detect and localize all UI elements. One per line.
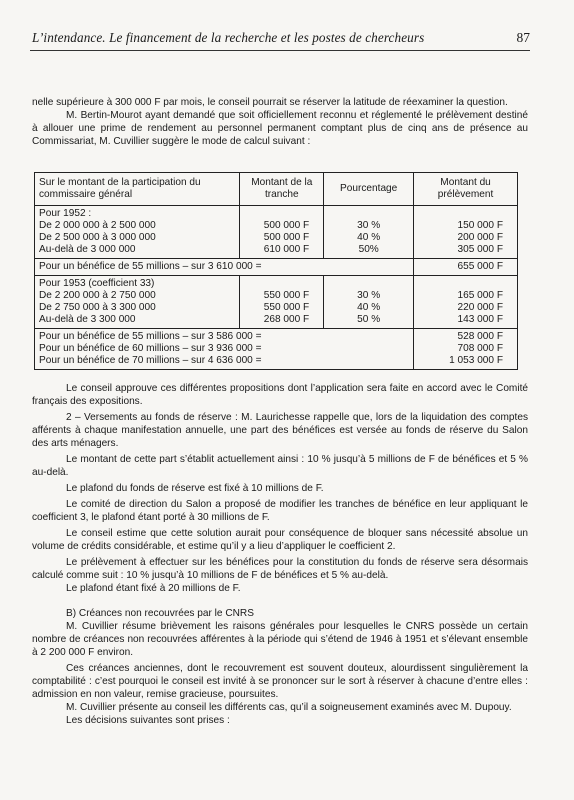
tranche-value: 500 000 F <box>263 232 310 243</box>
percent-value: 50 % <box>357 314 381 325</box>
table-cell <box>240 276 324 329</box>
percent-value: 30 % <box>357 290 381 301</box>
table-cell <box>240 206 324 259</box>
tranche-value: 268 000 F <box>263 314 310 325</box>
paragraph: Le montant de cette part s’établit actuellement ainsi : 10 % jusqu’à 5 millions de F de bénéfices et 5 % au-delà. <box>32 454 528 478</box>
paragraph: M. Bertin-Mourot ayant demandé que soit officiellement reconnu et réglementé le prélèvement destiné à allouer une prime de rendement au personnel permanent comptant plus de cinq ans de présence au Commissariat, M. Cuvillier suggère le mode de calcul suivant : <box>32 110 528 147</box>
total-label: Pour un bénéfice de 60 millions – sur 3 936 000 = <box>39 343 262 354</box>
paragraph: Ces créances anciennes, dont le recouvrement est souvent douteux, alourdissent singulièrement la comptabilité : c’est pourquoi le conseil est invité à se prononcer sur le sort à réserver à chacune d’entre elles : admission en non valeur, remise gracieuse, poursuites. <box>32 663 528 700</box>
row-label: Pour 1952 : <box>39 208 92 219</box>
running-title: L’intendance. Le financement de la recherche et les postes de chercheurs <box>32 30 425 45</box>
total-value: 528 000 F <box>457 331 503 342</box>
table-row <box>35 276 518 329</box>
paragraph: Le plafond du fonds de réserve est fixé à 10 millions de F. <box>66 483 324 494</box>
total-label: Pour un bénéfice de 55 millions – sur 3 586 000 = <box>39 331 262 342</box>
tranche-value: 610 000 F <box>263 244 310 255</box>
table-cell <box>35 276 240 329</box>
paragraph: nelle supérieure à 300 000 F par mois, le conseil pourrait se réserver la latitude de réexaminer la question. <box>32 97 508 108</box>
paragraph: Le comité de direction du Salon a proposé de modifier les tranches de bénéfice en leur appliquant le coefficient 3, le plafond étant porté à 30 millions de F. <box>32 499 528 523</box>
tranche-value: 550 000 F <box>263 302 310 313</box>
total-label: Pour un bénéfice de 70 millions – sur 4 636 000 = <box>39 355 262 366</box>
page-number: 87 <box>516 30 530 45</box>
calculation-table <box>34 172 518 370</box>
percent-value: 40 % <box>357 232 381 243</box>
table-header: Montant de la tranche <box>240 173 324 206</box>
table-cell <box>324 276 414 329</box>
percent-value: 30 % <box>357 220 381 231</box>
table-header: Pourcentage <box>324 173 414 206</box>
paragraph: Les décisions suivantes sont prises : <box>66 715 230 726</box>
prelevement-value: 220 000 F <box>457 302 503 313</box>
row-label: De 2 500 000 à 3 000 000 <box>39 232 156 243</box>
total-value: 1 053 000 F <box>449 355 503 366</box>
total-label: Pour un bénéfice de 55 millions – sur 3 610 000 = <box>35 259 414 276</box>
row-label: De 2 750 000 à 3 300 000 <box>39 302 156 313</box>
paragraph: 2 – Versements au fonds de réserve : M. Laurichesse rappelle que, lors de la liquidation des comptes afférents à chaque manifestation annuelle, une part des bénéfices est versée au fonds de réserve du Salon des arts ménagers. <box>32 412 528 449</box>
total-value: 655 000 F <box>414 259 518 276</box>
row-label: Pour 1953 (coefficient 33) <box>39 278 155 289</box>
total-value: 708 000 F <box>457 343 503 354</box>
table-cell <box>414 276 518 329</box>
table-cell <box>35 206 240 259</box>
tranche-value: 550 000 F <box>263 290 310 301</box>
prelevement-value: 200 000 F <box>457 232 503 243</box>
prelevement-value: 150 000 F <box>457 220 503 231</box>
section-heading: B) Créances non recouvrées par le CNRS <box>66 608 254 619</box>
paragraph: M. Cuvillier résume brièvement les raisons générales pour lesquelles le CNRS possède un certain nombre de créances non recouvrées afférentes à la période qui s’étend de 1946 à 1951 et s’élevant ensemble à 2 200 000 F environ. <box>32 621 528 658</box>
paragraph: Le prélèvement à effectuer sur les bénéfices pour la constitution du fonds de réserve sera désormais calculé comme suit : 10 % jusqu’à 10 millions de F de bénéfices et 5 % au-delà. <box>32 557 528 581</box>
intro-text <box>32 96 528 148</box>
table-header-row <box>35 173 518 206</box>
header-divider <box>30 50 530 51</box>
paragraph: Le conseil estime que cette solution aurait pour conséquence de bloquer sans nécessité absolue un volume de crédits considérable, et estime qu’il y a lieu d’appliquer le coefficient 2. <box>32 528 528 552</box>
percent-value: 50% <box>358 244 379 255</box>
table-cell <box>414 206 518 259</box>
table-cell <box>414 329 518 370</box>
paragraph: Le conseil approuve ces différentes propositions dont l’application sera faite en accord avec le Comité français des expositions. <box>32 383 528 407</box>
row-label: De 2 000 000 à 2 500 000 <box>39 220 156 231</box>
table-total-row <box>35 259 518 276</box>
table-cell <box>35 329 414 370</box>
table-total-row <box>35 329 518 370</box>
paragraph: Le plafond étant fixé à 20 millions de F. <box>66 583 241 594</box>
paragraph: M. Cuvillier présente au conseil les différents cas, qu’il a soigneusement examinés avec M. Dupouy. <box>66 702 512 713</box>
table-row <box>35 206 518 259</box>
table-cell <box>324 206 414 259</box>
body-text <box>32 382 528 727</box>
table-header: Sur le montant de la participation du commissaire général <box>35 173 240 206</box>
prelevement-value: 305 000 F <box>457 244 503 255</box>
table-header: Montant du prélèvement <box>414 173 518 206</box>
row-label: De 2 200 000 à 2 750 000 <box>39 290 156 301</box>
tranche-value: 500 000 F <box>263 220 310 231</box>
percent-value: 40 % <box>357 302 381 313</box>
prelevement-value: 165 000 F <box>457 290 503 301</box>
row-label: Au-delà de 3 300 000 <box>39 314 136 325</box>
prelevement-value: 143 000 F <box>457 314 503 325</box>
page-header <box>32 30 530 50</box>
row-label: Au-delà de 3 000 000 <box>39 244 136 255</box>
